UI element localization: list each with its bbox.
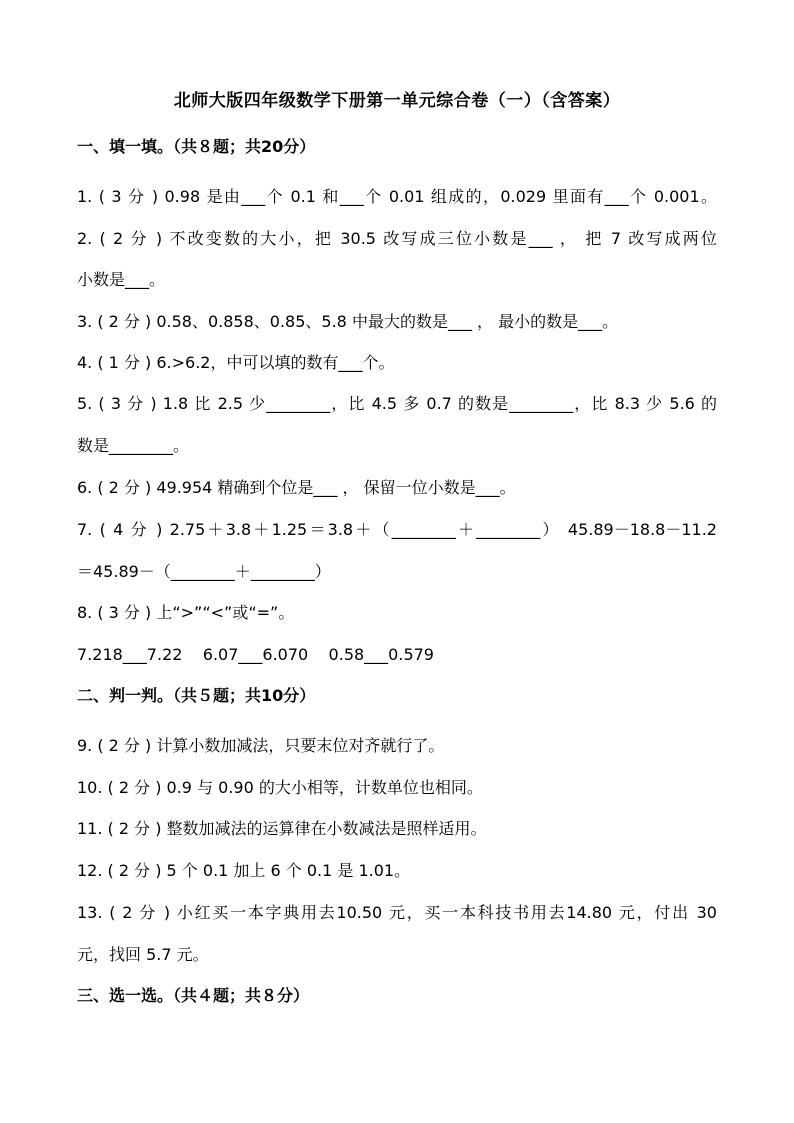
question-5: 5. ( 3 分 ) 1.8 比 2.5 少________，比 4.5 多 0.7 的数是________，比 8.3 少 5.6 的 (77, 394, 717, 413)
question-9: 9. ( 2 分 ) 计算小数加减法，只要末位对齐就行了。 (77, 736, 445, 755)
section-heading-fill: 一、填一填。（共８题；共20分） (77, 137, 316, 156)
question-2-cont: 小数是___。 (77, 270, 166, 289)
question-11: 11. ( 2 分 ) 整数加减法的运算律在小数减法是照样适用。 (77, 819, 487, 838)
question-7: 7. ( 4 分 ) 2.75＋3.8＋1.25＝3.8＋（________＋________） 45.89－18.8－11.2 (77, 520, 717, 539)
question-1: 1. ( 3 分 ) 0.98 是由___个 0.1 和___个 0.01 组成的，0.029 里面有___个 0.001。 (77, 187, 717, 206)
section-heading-judge: 二、判一判。（共５题；共10分） (77, 686, 316, 705)
question-8-items: 7.218___7.22 6.07___6.070 0.58___0.579 (77, 645, 434, 664)
document-title: 北师大版四年级数学下册第一单元综合卷（一）（含答案） (173, 91, 621, 111)
question-7-cont: ＝45.89－（________＋________） (77, 562, 331, 581)
question-5-cont: 数是________。 (77, 436, 190, 455)
question-2: 2. ( 2 分 ) 不改变数的大小，把 30.5 改写成三位小数是___ ， 把 7 改写成两位 (77, 229, 717, 248)
section-heading-choose: 三、选一选。（共４题；共８分） (77, 986, 310, 1005)
question-13-cont: 元，找回 5.7 元。 (77, 945, 209, 964)
question-4: 4. ( 1 分 ) 6.>6.2，中可以填的数有___个。 (77, 353, 395, 372)
question-13: 13. ( 2 分 ) 小红买一本字典用去10.50 元，买一本科技书用去14.80 元，付出 30 (77, 903, 717, 922)
question-8: 8. ( 3 分 ) 上“>”“<”或“=”。 (77, 603, 295, 622)
question-10: 10. ( 2 分 ) 0.9 与 0.90 的大小相等，计数单位也相同。 (77, 778, 483, 797)
question-6: 6. ( 2 分 ) 49.954 精确到个位是___ ， 保留一位小数是___。 (77, 478, 516, 497)
question-12: 12. ( 2 分 ) 5 个 0.1 加上 6 个 0.1 是 1.01。 (77, 861, 411, 880)
question-3: 3. ( 2 分 ) 0.58、0.858、0.85、5.8 中最大的数是___ ， 最小的数是___。 (77, 312, 619, 331)
